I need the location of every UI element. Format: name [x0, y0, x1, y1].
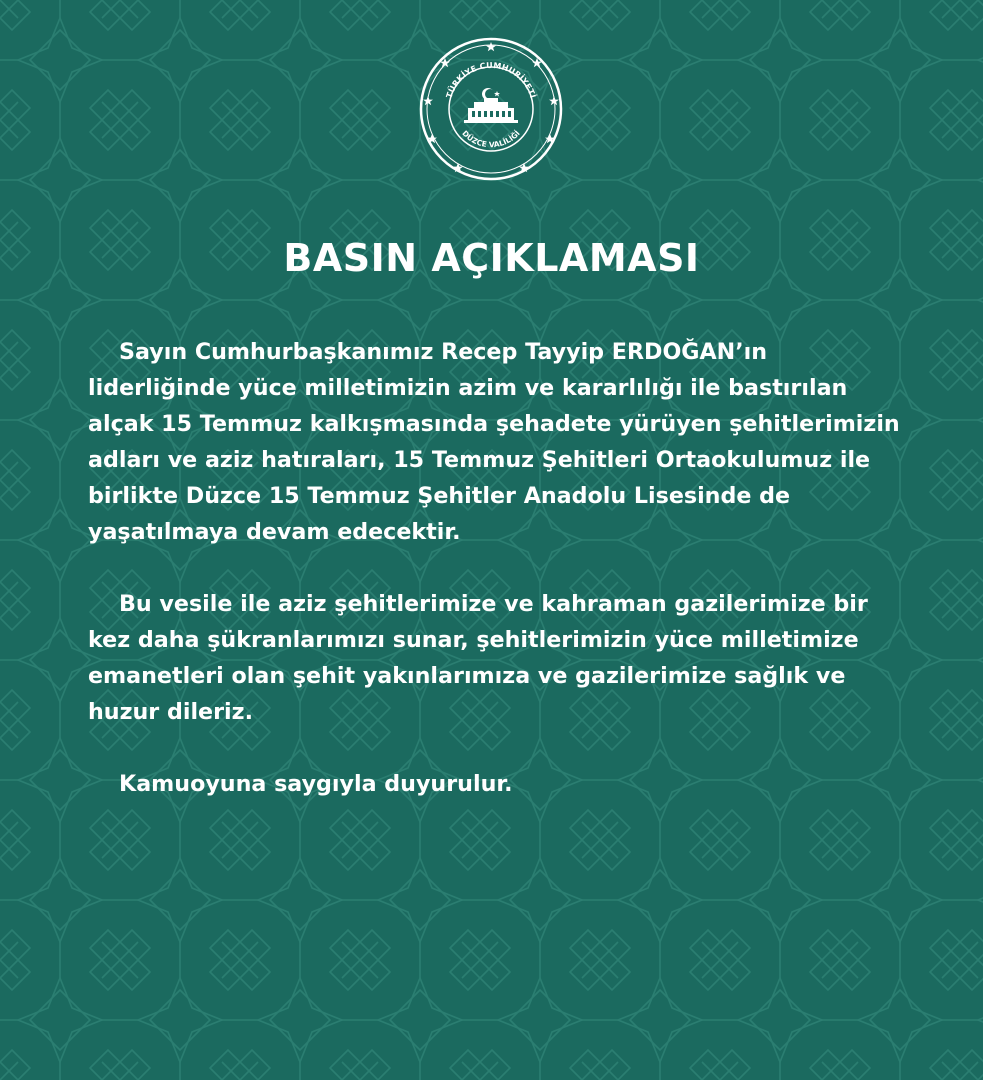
paragraph-line: kez daha şükranlarımızı sunar, şehitlerimizin yüce milletimize: [88, 627, 859, 653]
paragraph-line: Bu vesile ile aziz şehitlerimize ve kahraman gazilerimize bir: [119, 591, 868, 617]
paragraph-line: Kamuoyuna saygıyla duyurulur.: [119, 771, 513, 797]
paragraph-3: [88, 766, 948, 802]
paragraph-line: Sayın Cumhurbaşkanımız Recep Tayyip ERDOĞAN’ın: [119, 339, 768, 365]
paragraph-line: yaşatılmaya devam edecektir.: [88, 519, 461, 545]
paragraph-line: alçak 15 Temmuz kalkışmasında şehadete yürüyen şehitlerimizin: [88, 411, 900, 437]
emblem-top-text: TÜRKİYE CUMHURİYETİ: [444, 60, 538, 100]
paragraph-line: liderliğinde yüce milletimizin azim ve kararlılığı ile bastırılan: [88, 375, 848, 401]
paragraph-line: adları ve aziz hatıraları, 15 Temmuz Şehitleri Ortaokulumuz ile: [88, 447, 871, 473]
paragraph-line: huzur dileriz.: [88, 699, 253, 725]
paragraph-1: [88, 334, 948, 550]
government-building-icon: [464, 98, 518, 123]
emblem-bottom-text: DÜZCE VALİLİĞİ: [460, 128, 522, 150]
paragraph-line: emanetleri olan şehit yakınlarımıza ve gazilerimize sağlık ve: [88, 663, 846, 689]
page-title: BASIN AÇIKLAMASI: [283, 236, 700, 280]
duzce-valiligi-emblem: [418, 36, 564, 182]
paragraph-line: birlikte Düzce 15 Temmuz Şehitler Anadolu Lisesinde de: [88, 483, 791, 509]
press-release-body: [88, 334, 948, 802]
svg-text:DÜZCE VALİLİĞİ: [460, 129, 522, 150]
paragraph-2: [88, 586, 948, 730]
